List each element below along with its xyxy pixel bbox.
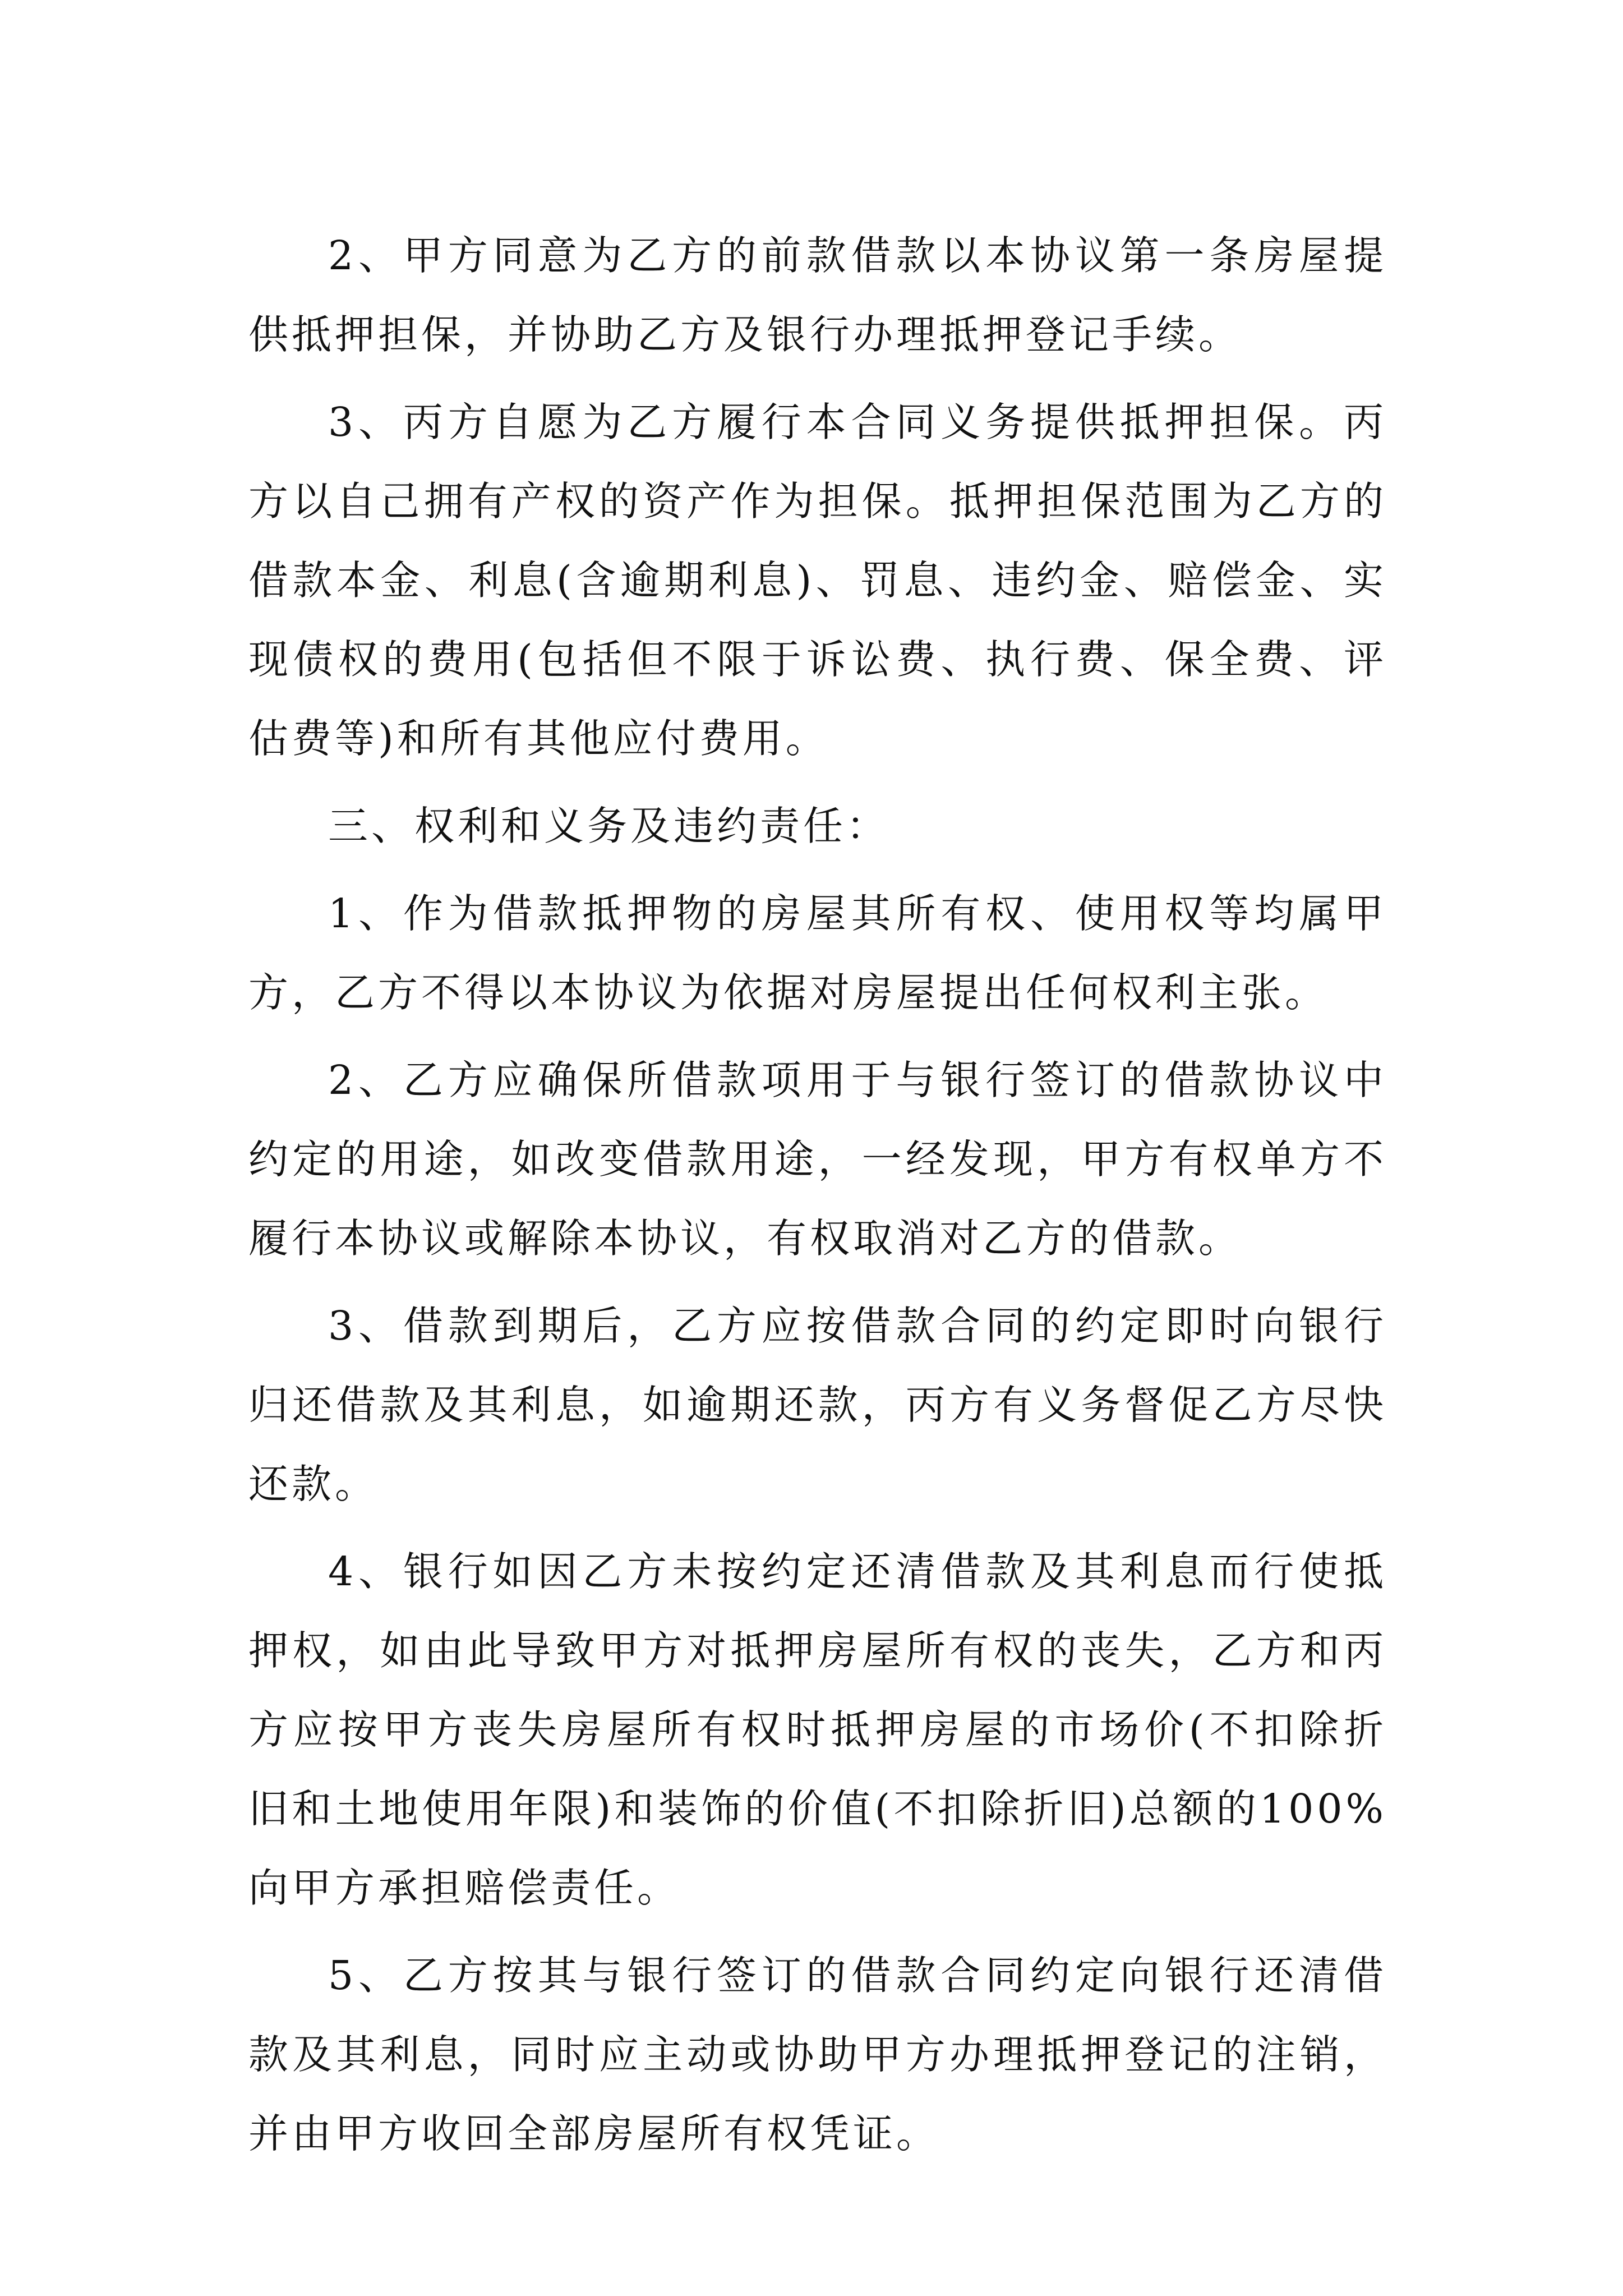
clause-2-mortgage-guarantee: 2、甲方同意为乙方的前款借款以本协议第一条房屋提供抵押担保，并协助乙方及银行办理抵押登记手续。 [248, 232, 1387, 358]
rights-clause-2: 2、乙方应确保所借款项用于与银行签订的借款协议中约定的用途，如改变借款用途，一经发现，甲方有权单方不履行本协议或解除本协议，有权取消对乙方的借款。 [248, 1057, 1387, 1262]
rights-clause-4: 4、银行如因乙方未按约定还清借款及其利息而行使抵押权，如由此导致甲方对抵押房屋所有权的丧失，乙方和丙方应按甲方丧失房屋所有权时抵押房屋的市场价(不扣除折旧和土地使用年限)和装饰的价值(不扣除折旧)总额的100%向甲方承担赔偿责任。 [248, 1548, 1387, 1911]
document-body [248, 216, 1387, 2182]
rights-clause-1: 1、作为借款抵押物的房屋其所有权、使用权等均属甲方，乙方不得以本协议为依据对房屋提出任何权利主张。 [248, 890, 1387, 1016]
rights-clause-3: 3、借款到期后，乙方应按借款合同的约定即时向银行归还借款及其利息，如逾期还款，丙方有义务督促乙方尽快还款。 [248, 1303, 1387, 1507]
section-3-heading: 三、权利和义务及违约责任： [328, 803, 890, 849]
rights-clause-5: 5、乙方按其与银行签订的借款合同约定向银行还清借款及其利息，同时应主动或协助甲方办理抵押登记的注销，并由甲方收回全部房屋所有权凭证。 [248, 1952, 1387, 2157]
clause-3-third-party-guarantee: 3、丙方自愿为乙方履行本合同义务提供抵押担保。丙方以自己拥有产权的资产作为担保。抵押担保范围为乙方的借款本金、利息(含逾期利息)、罚息、违约金、赔偿金、实现债权的费用(包括但不限于诉讼费、执行费、保全费、评估费等)和所有其他应付费用。 [248, 399, 1387, 762]
